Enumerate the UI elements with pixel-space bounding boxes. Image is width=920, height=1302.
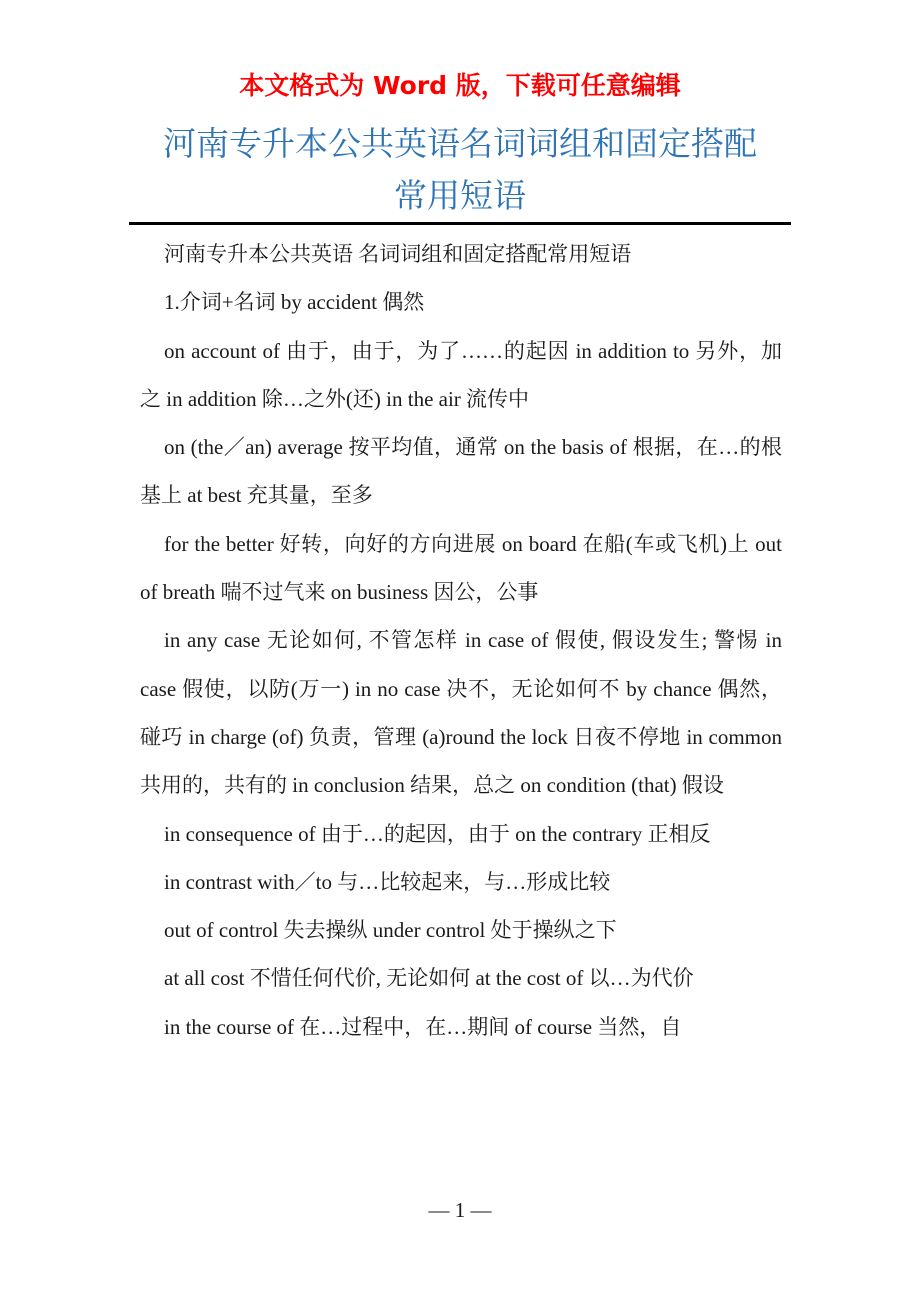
document-body [140,230,782,1051]
paragraph: on (the／an) average 按平均值，通常 on the basis of 根据，在…的根基上 at best 充其量，至多 [140,435,782,508]
title-line-1: 河南专升本公共英语名词词组和固定搭配 [163,124,757,163]
paragraph-section-1: 1.介词+名词 by accident 偶然 [164,290,425,315]
paragraph: in contrast with／to 与…比较起来，与…形成比较 [164,869,611,894]
paragraph: on account of 由于，由于，为了……的起因 in addition to 另外，加之 in addition 除…之外(还) in the air 流传中 [140,338,782,411]
document-title [130,118,790,222]
word-format-banner: 本文格式为 Word 版，下载可任意编辑 [239,71,681,100]
paragraph: out of control 失去操纵 under control 处于操纵之下 [164,918,617,943]
title-divider [129,222,791,225]
paragraph: in the course of 在…过程中，在…期间 of course 当然，自 [164,1014,682,1039]
page-number: — 1 — [428,1198,492,1222]
paragraph: in consequence of 由于…的起因，由于 on the contrary 正相反 [164,821,711,846]
paragraph: at all cost 不惜任何代价, 无论如何 at the cost of 以…为代价 [164,966,694,991]
title-line-2: 常用短语 [394,176,526,215]
paragraph: for the better 好转，向好的方向进展 on board 在船(车或飞机)上 out of breath 喘不过气来 on business 因公，公事 [140,531,782,605]
paragraph-intro: 河南专升本公共英语 名词词组和固定搭配常用短语 [164,242,632,266]
paragraph: in any case 无论如何, 不管怎样 in case of 假使, 假设发生; 警惕 in case 假使，以防(万一) in no case 决不，无论如何不 by chance 偶然，碰巧 in charge (of) 负责，管理 (a)round the lock 日夜不停地 in common 共用的，共有的 in conclusion 结果，总之 on condition (that) 假设 [140,628,782,798]
